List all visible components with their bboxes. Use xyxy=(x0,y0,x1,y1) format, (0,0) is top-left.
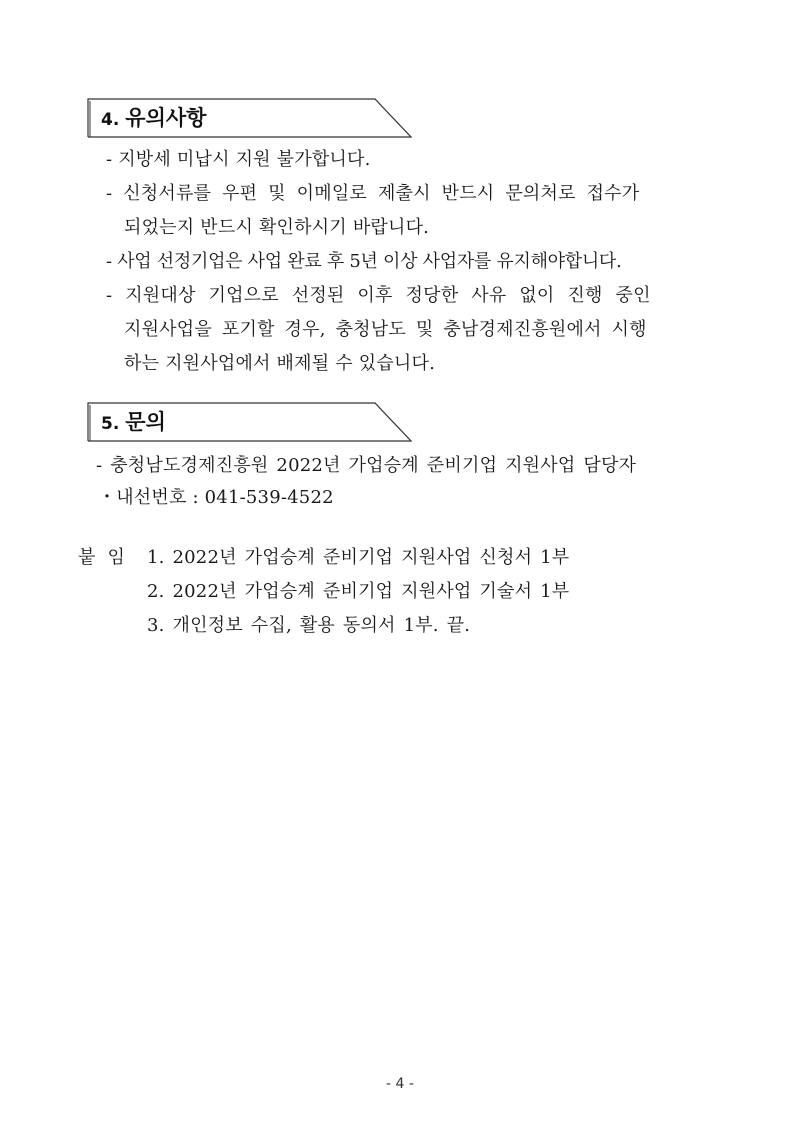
attachments-label: 붙 임 xyxy=(78,547,126,568)
notice-item-4-continued-1: 지원사업을 포기할 경우, 충청남도 및 충남경제진흥원에서 시행 xyxy=(124,319,647,340)
attachment-item-3: 3. 개인정보 수집, 활용 동의서 1부. 끝. xyxy=(147,615,471,636)
notice-item-2: - 신청서류를 우편 및 이메일로 제출시 반드시 문의처로 접수가 xyxy=(106,183,640,204)
section-4-title-text: 유의사항 xyxy=(125,106,207,130)
section-5-header xyxy=(87,402,412,442)
section-4-number: 4. xyxy=(101,110,120,130)
section-5-number: 5. xyxy=(101,414,120,434)
attachment-item-1: 1. 2022년 가업승계 준비기업 지원사업 신청서 1부 xyxy=(147,547,570,568)
contact-line: - 충청남도경제진흥원 2022년 가업승계 준비기업 지원사업 담당자 xyxy=(96,455,637,476)
notice-item-4: - 지원대상 기업으로 선정된 이후 정당한 사유 없이 진행 중인 xyxy=(106,285,651,306)
section-4-title xyxy=(101,102,206,136)
page-number: - 4 - xyxy=(386,1076,414,1092)
attachment-item-2: 2. 2022년 가업승계 준비기업 지원사업 기술서 1부 xyxy=(147,581,570,602)
notice-item-1: - 지방세 미납시 지원 불가합니다. xyxy=(106,149,371,170)
section-5-title xyxy=(101,406,166,440)
section-4-header xyxy=(87,98,412,138)
section-5-title-text: 문의 xyxy=(125,410,166,434)
phone-line: ・내선번호 : 041-539-4522 xyxy=(98,487,334,508)
notice-item-2-continued: 되었는지 반드시 확인하시기 바랍니다. xyxy=(124,217,430,238)
notice-item-4-continued-2: 하는 지원사업에서 배제될 수 있습니다. xyxy=(124,353,436,374)
notice-item-3: - 사업 선정기업은 사업 완료 후 5년 이상 사업자를 유지해야합니다. xyxy=(106,251,622,272)
